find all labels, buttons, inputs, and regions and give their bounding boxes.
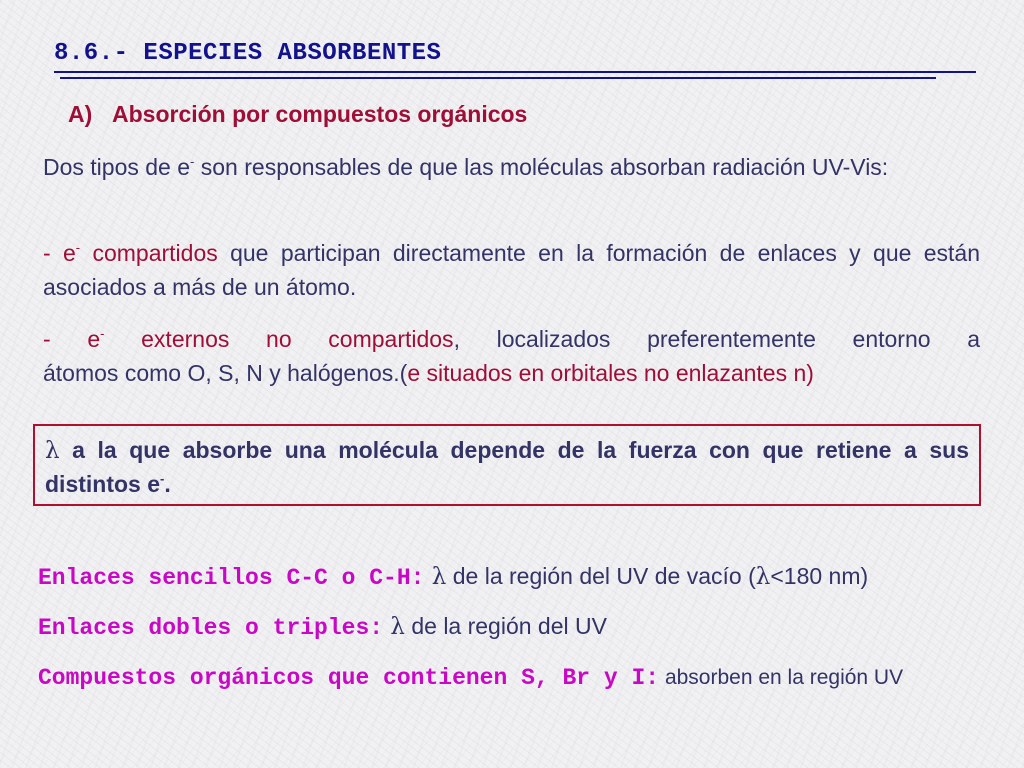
title-underline-secondary <box>60 77 936 79</box>
section-heading <box>68 101 527 128</box>
slide-title: 8.6.- ESPECIES ABSORBENTES <box>54 40 442 67</box>
lambda-symbol: λ <box>383 614 405 640</box>
intro-paragraph <box>43 150 980 184</box>
item1-dash: - e <box>43 240 76 266</box>
bond-label-multiple: Enlaces dobles o triples: <box>38 615 384 641</box>
item2-rest-line2: átomos como O, S, N y halógenos.( <box>43 360 408 386</box>
bond-line-multiple <box>38 613 607 641</box>
key-statement-box <box>33 424 981 506</box>
bond-text-single: de la región del UV de vacío ( <box>446 563 756 589</box>
bond-text-multiple: de la región del UV <box>404 613 607 639</box>
lambda-symbol: λ <box>424 564 447 590</box>
item1-highlight: compartidos <box>80 240 218 266</box>
bond-label-heteroatom: Compuestos orgánicos que contienen S, Br y I: <box>38 665 660 691</box>
shared-electrons-item <box>43 236 980 304</box>
lambda-symbol: λ <box>755 564 771 590</box>
item2-rest-line1: , localizados preferentemente entorno a <box>453 326 980 352</box>
item2-dash: - e <box>43 326 101 352</box>
section-letter: A) <box>68 101 93 127</box>
bond-line-heteroatom <box>38 663 903 691</box>
intro-text-after: son responsables de que las moléculas absorban radiación UV-Vis: <box>194 154 889 180</box>
key-statement-end: . <box>164 471 171 497</box>
bond-text-heteroatom: absorben en la región UV <box>659 666 904 689</box>
bond-label-single: Enlaces sencillos C-C o C-H: <box>38 565 425 591</box>
key-statement-superscript: - <box>160 471 165 486</box>
key-statement-text: a la que absorbe una molécula depende de la fuerza con que retiene a sus distintos e <box>45 437 969 497</box>
bond-line-single <box>38 563 868 591</box>
item1-superscript: - <box>75 240 81 255</box>
unshared-electrons-item <box>43 322 980 390</box>
intro-text-before: Dos tipos de e <box>43 154 191 180</box>
item2-superscript: - <box>100 326 105 341</box>
intro-superscript: - <box>190 154 195 169</box>
item2-highlight: externos no compartidos <box>104 326 454 352</box>
section-title: Absorción por compuestos orgánicos <box>112 101 528 127</box>
item2-line1 <box>43 322 980 356</box>
item2-highlight2: e situados en orbitales no enlazantes n) <box>407 360 814 386</box>
lambda-symbol: λ <box>45 438 60 464</box>
title-underline <box>54 71 976 73</box>
bond-text-single-end: <180 nm) <box>770 563 869 589</box>
item1-rest: que participan directamente en la formación de enlaces y que están asociados a más de un átomo. <box>43 240 981 300</box>
